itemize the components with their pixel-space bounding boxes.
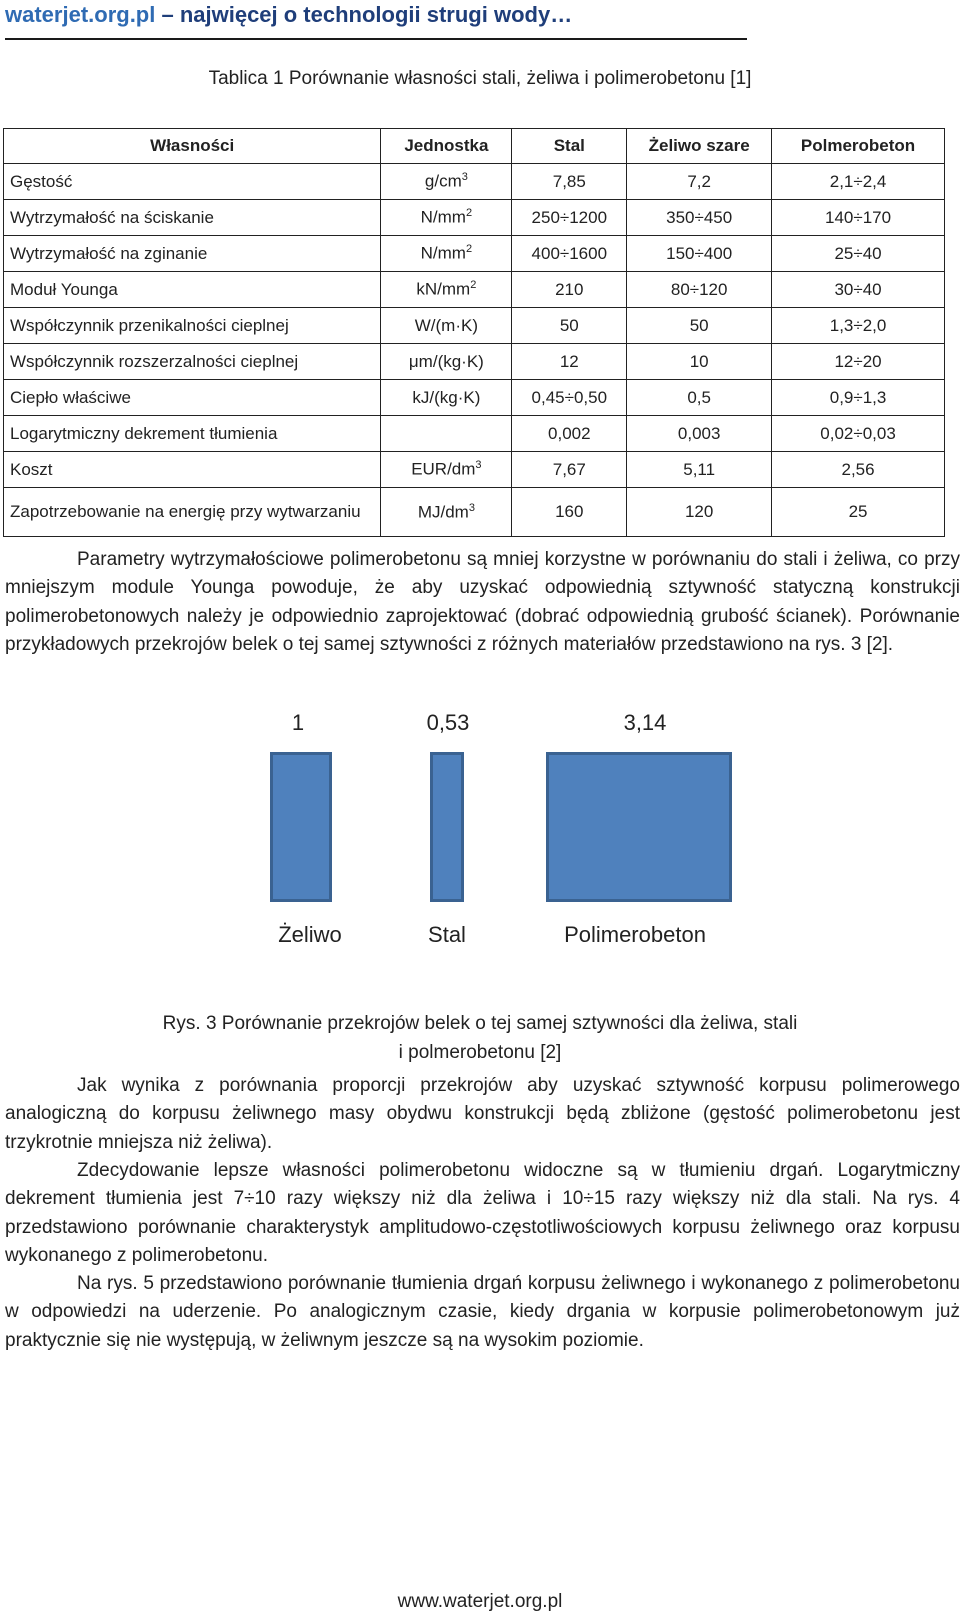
page-header: [5, 0, 747, 40]
cell-property-name: Ciepło właściwe: [4, 380, 381, 416]
cell-unit: [381, 488, 512, 537]
label-stal: Stal: [428, 922, 466, 947]
cell-stal: 0,002: [512, 416, 627, 452]
table-header-row: [4, 129, 945, 164]
header-jednostka: Jednostka: [381, 129, 512, 164]
cell-property-name: Moduł Younga: [4, 272, 381, 308]
cell-zeliwo: 5,11: [627, 452, 772, 488]
cell-unit: [381, 272, 512, 308]
cell-property-name: Wytrzymałość na zginanie: [4, 236, 381, 272]
table-row: [4, 488, 945, 537]
cell-stal: 210: [512, 272, 627, 308]
unit-exponent: 2: [465, 243, 473, 256]
cell-polimerobeton: 140÷170: [772, 200, 945, 236]
unit-exponent: 3: [468, 501, 475, 514]
cell-unit: [381, 380, 512, 416]
unit-exponent: 2: [470, 279, 477, 292]
figure-caption-line2: i polmerobetonu [2]: [398, 1041, 562, 1063]
table-row: [4, 236, 945, 272]
cell-zeliwo: 80÷120: [627, 272, 772, 308]
cell-stal: 400÷1600: [512, 236, 627, 272]
cell-stal: 0,45÷0,50: [512, 380, 627, 416]
table-row: [4, 164, 945, 200]
cell-unit: [381, 164, 512, 200]
cell-zeliwo: 350÷450: [627, 200, 772, 236]
cell-polimerobeton: 0,02÷0,03: [772, 416, 945, 452]
cell-unit: [381, 416, 512, 452]
table-row: [4, 416, 945, 452]
header-zeliwo: Żeliwo szare: [627, 129, 772, 164]
cell-property-name: Koszt: [4, 452, 381, 488]
paragraph-impact-text: Na rys. 5 przedstawiono porównanie tłumienia drgań korpusu żeliwnego i wykonanego z polimerobetonu w odpowiedzi na uderzenie. Po analogicznym czasie, kiedy drgania w korpusie polimerobetonowym już praktycznie się nie występują, w żeliwnym jeszcze są na wysokim poziomie.: [5, 1273, 960, 1351]
cell-stal: 7,85: [512, 164, 627, 200]
unit-text: kJ/(kg·K): [412, 387, 481, 407]
cell-unit: [381, 308, 512, 344]
header-stal: Stal: [512, 129, 627, 164]
value-zeliwo: 1: [291, 710, 305, 735]
table-row: [4, 308, 945, 344]
cell-property-name: Wytrzymałość na ściskanie: [4, 200, 381, 236]
properties-table: [3, 128, 945, 537]
cell-zeliwo: 120: [627, 488, 772, 537]
unit-exponent: 2: [465, 207, 473, 220]
value-stal: 0,53: [426, 710, 470, 735]
unit-exponent: 3: [475, 459, 482, 472]
unit-exponent: 3: [461, 171, 468, 184]
cell-zeliwo: 7,2: [627, 164, 772, 200]
cell-zeliwo: 150÷400: [627, 236, 772, 272]
table-row: [4, 272, 945, 308]
table-row: [4, 380, 945, 416]
cell-stal: 250÷1200: [512, 200, 627, 236]
cell-property-name: Logarytmiczny dekrement tłumienia: [4, 416, 381, 452]
unit-text: N/mm: [420, 243, 466, 263]
cell-zeliwo: 0,5: [627, 380, 772, 416]
cell-property-name: Gęstość: [4, 164, 381, 200]
figure-caption-line1: Rys. 3 Porównanie przekrojów belek o tej samej sztywności dla żeliwa, stali: [162, 1013, 798, 1034]
cell-polimerobeton: 12÷20: [772, 344, 945, 380]
unit-text: kN/mm: [416, 279, 471, 299]
cell-unit: [381, 344, 512, 380]
beam-cross-section-figure: [0, 710, 960, 980]
cell-stal: 12: [512, 344, 627, 380]
table-row: [4, 344, 945, 380]
cell-zeliwo: 0,003: [627, 416, 772, 452]
value-polimerobeton: 3,14: [623, 710, 667, 735]
cell-polimerobeton: 25: [772, 488, 945, 537]
cell-polimerobeton: 0,9÷1,3: [772, 380, 945, 416]
cell-zeliwo: 50: [627, 308, 772, 344]
paragraph-mass: [5, 1072, 960, 1157]
cell-polimerobeton: 25÷40: [772, 236, 945, 272]
figure-caption: [0, 1010, 960, 1067]
unit-text: g/cm: [424, 171, 462, 191]
header-wlasnosci: Własności: [4, 129, 381, 164]
table-row: [4, 452, 945, 488]
cell-unit: [381, 452, 512, 488]
cell-polimerobeton: 1,3÷2,0: [772, 308, 945, 344]
paragraph-damping: [5, 1157, 960, 1270]
cell-polimerobeton: 30÷40: [772, 272, 945, 308]
bar-zeliwo: [270, 752, 332, 902]
label-zeliwo: Żeliwo: [278, 922, 342, 947]
table-caption: Tablica 1 Porównanie własności stali, żeliwa i polimerobetonu [1]: [208, 68, 752, 89]
cell-unit: [381, 236, 512, 272]
bar-stal: [430, 752, 464, 902]
cell-stal: 7,67: [512, 452, 627, 488]
paragraph-damping-text: Zdecydowanie lepsze własności polimerobetonu widoczne są w tłumieniu drgań. Logarytmiczny dekrement tłumienia jest 7÷10 razy większy niż dla żeliwa i 10÷15 razy większy niż dla stali. Na rys. 4 przedstawiono porównanie charakterystyk amplitudowo-częstotliwościowych korpusu żeliwnego oraz korpusu wykonanego z polimerobetonu.: [5, 1160, 960, 1266]
header-polimerobeton: Polmerobeton: [772, 129, 945, 164]
cell-unit: [381, 200, 512, 236]
cell-polimerobeton: 2,1÷2,4: [772, 164, 945, 200]
cell-zeliwo: 10: [627, 344, 772, 380]
paragraph-mass-text: Jak wynika z porównania proporcji przekrojów aby uzyskać sztywność korpusu polimerowego analogiczną do korpusu żeliwnego masy obydwu konstrukcji będą zbliżone (gęstość polimerobetonu jest trzykrotnie mniejsza niż żeliwa).: [5, 1075, 960, 1153]
unit-text: EUR/dm: [411, 459, 476, 479]
cell-polimerobeton: 2,56: [772, 452, 945, 488]
paragraph-impact: [5, 1270, 960, 1355]
paragraph-intro-text: Parametry wytrzymałościowe polimerobetonu są mniej korzystne w porównaniu do stali i żeliwa, co przy mniejszym module Younga powoduje, że aby uzyskać odpowiednią sztywność statyczną konstrukcji polimerobetonowych należy je odpowiednio zaprojektować (dobrać odpowiednią grubość ścianek). Porównanie przykładowych przekrojów belek o tej samej sztywności z różnych materiałów przedstawiono na rys. 3 [2].: [5, 549, 960, 655]
cell-property-name: Współczynnik przenikalności cieplnej: [4, 308, 381, 344]
label-polimerobeton: Polimerobeton: [564, 922, 706, 947]
unit-text: μm/(kg·K): [408, 351, 484, 371]
cell-stal: 160: [512, 488, 627, 537]
table-row: [4, 200, 945, 236]
unit-text: MJ/dm: [417, 502, 469, 522]
bar-polimerobeton: [546, 752, 732, 902]
unit-text: W/(m·K): [414, 315, 478, 335]
site-name[interactable]: waterjet.org.pl: [5, 2, 156, 27]
paragraph-intro: [5, 546, 960, 659]
footer-url[interactable]: www.waterjet.org.pl: [397, 1591, 563, 1612]
cell-property-name: Współczynnik rozszerzalności cieplnej: [4, 344, 381, 380]
header-tagline: – najwięcej o technologii strugi wody…: [155, 2, 573, 27]
unit-text: N/mm: [420, 207, 466, 227]
cell-stal: 50: [512, 308, 627, 344]
cell-property-name: Zapotrzebowanie na energię przy wytwarzaniu: [4, 488, 381, 537]
